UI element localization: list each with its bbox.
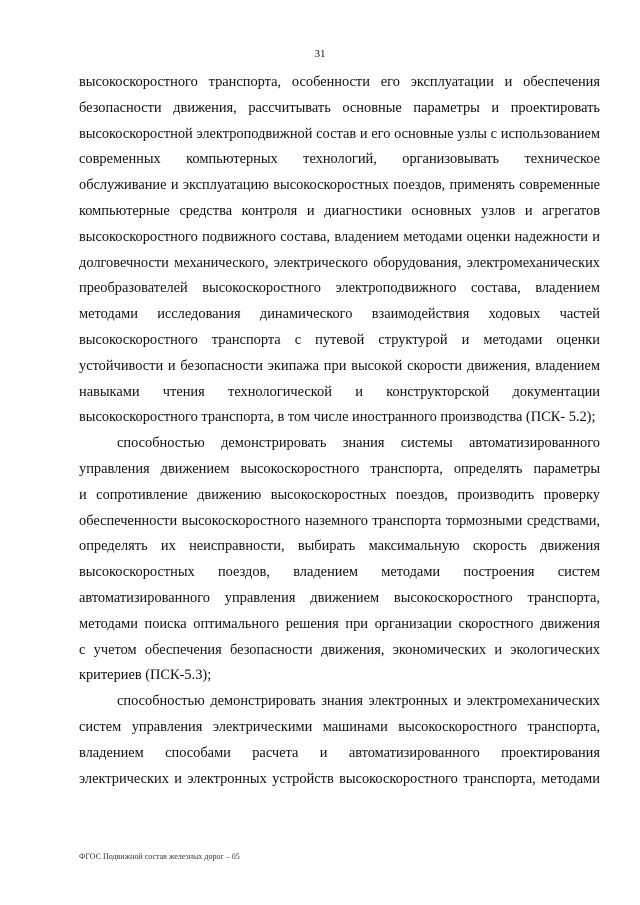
text-line: высокоскоростных поездов, владением методами построения систем [79, 564, 600, 581]
text-line: управления движением высокоскоростного транспорта, определять параметры [79, 460, 600, 477]
text-line: высокоскоростного транспорта, особенности его эксплуатации и обеспечения [79, 74, 600, 90]
text-line: долговечности механического, электрического оборудования, электромеханических [79, 254, 600, 271]
text-line: владением способами расчета и автоматизированного проектирования [79, 744, 600, 761]
text-line: устойчивости и безопасности экипажа при высокой скорости движения, владением [79, 357, 600, 374]
text-line: обслуживание и эксплуатацию высокоскоростных поездов, применять современные [79, 177, 600, 194]
text-line: преобразователей высокоскоростного электроподвижного состава, владением [79, 280, 600, 297]
text-line: методами исследования динамического взаимодействия ходовых частей [79, 306, 600, 323]
text-line: методами поиска оптимального решения при организации скоростного движения [79, 615, 600, 632]
text-line: высокоскоростной электроподвижной состав и его основные узлы с использованием [79, 125, 600, 142]
body-text [79, 70, 600, 792]
text-line: высокоскоростного транспорта с путевой структурой и методами оценки [79, 331, 600, 348]
text-line: с учетом обеспечения безопасности движения, экономических и экологических [79, 641, 600, 658]
footer-text: ФГОС Подвижной состав железных дорог – 05 [79, 852, 240, 861]
text-line: навыками чтения технологической и конструкторской документации [79, 383, 600, 400]
text-line: автоматизированного управления движением высокоскоростного транспорта, [79, 589, 600, 606]
text-line: современных компьютерных технологий, организовывать техническое [79, 151, 600, 168]
text-line: критериев (ПСК-5.3); [79, 667, 212, 684]
text-line: электрических и электронных устройств высокоскоростного транспорта, методами [79, 770, 600, 787]
text-line: систем управления электрическими машинами высокоскоростного транспорта, [79, 718, 600, 735]
text-line: определять их неисправности, выбирать максимальную скорость движения [79, 538, 600, 555]
text-line: компьютерные средства контроля и диагностики основных узлов и агрегатов [79, 202, 600, 219]
text-line: обеспеченности высокоскоростного наземного транспорта тормозными средствами, [79, 512, 600, 529]
text-line: высокоскоростного транспорта, в том числе иностранного производства (ПСК- 5.2); [79, 409, 596, 426]
text-line: способностью демонстрировать знания системы автоматизированного [117, 435, 600, 452]
text-line: и сопротивление движению высокоскоростных поездов, производить проверку [79, 486, 600, 503]
text-line: способностью демонстрировать знания электронных и электромеханических [117, 693, 600, 710]
text-line: безопасности движения, рассчитывать основные параметры и проектировать [79, 99, 600, 116]
text-line: высокоскоростного подвижного состава, владением методами оценки надежности и [79, 228, 600, 245]
page-number: 31 [314, 48, 326, 60]
